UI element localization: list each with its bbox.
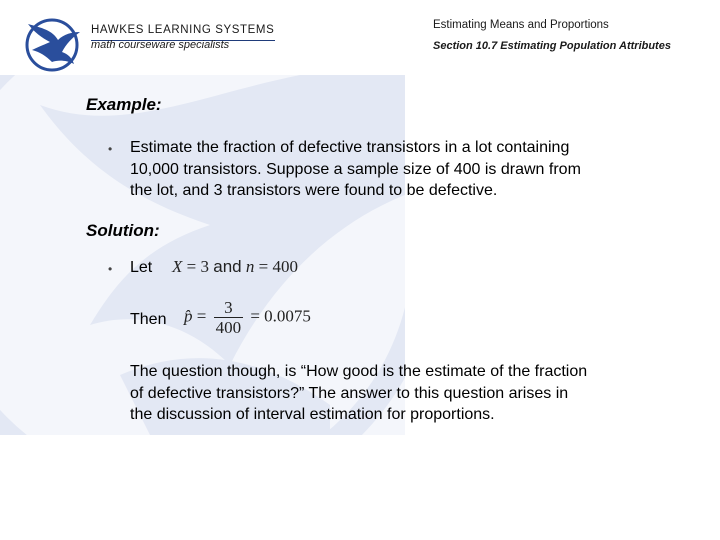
- and-word: and: [213, 257, 242, 276]
- equals-sign: =: [196, 306, 207, 326]
- let-equation: [172, 257, 298, 277]
- conclusion-line: The question though, is “How good is the estimate of the fraction: [130, 363, 588, 380]
- fraction-numerator: 3: [214, 298, 244, 318]
- example-line: the lot, and 3 transistors were found to be defective.: [130, 182, 498, 199]
- brand-name: HAWKES LEARNING SYSTEMS: [91, 24, 275, 36]
- eagle-icon: [22, 16, 82, 72]
- p-hat: p̂: [184, 306, 193, 326]
- example-heading: Example:: [86, 95, 162, 114]
- result-value: = 0.0075: [250, 306, 311, 326]
- let-label: Let: [130, 259, 153, 276]
- conclusion-text: [130, 361, 587, 426]
- conclusion-line: of defective transistors?” The answer to this question arises in: [130, 384, 569, 402]
- x-value: = 3: [186, 257, 209, 276]
- chapter-title: Estimating Means and Proportions: [433, 19, 609, 31]
- conclusion-line: the discussion of interval estimation for proportions.: [130, 406, 495, 423]
- x-variable: X: [172, 257, 183, 276]
- section-title: Section 10.7 Estimating Population Attributes: [433, 40, 671, 52]
- n-variable: n: [245, 257, 255, 276]
- solution-bullet: •: [108, 262, 113, 276]
- then-equation: [184, 298, 311, 337]
- fraction: [214, 298, 244, 337]
- example-bullet: •: [108, 142, 113, 156]
- example-text: [130, 137, 581, 202]
- then-label: Then: [130, 311, 167, 328]
- fraction-denominator: 400: [215, 318, 242, 337]
- example-line: 10,000 transistors. Suppose a sample size of 400 is drawn from: [130, 160, 581, 178]
- n-value: = 400: [258, 257, 298, 276]
- solution-heading: Solution:: [86, 221, 160, 240]
- header-band: [0, 0, 720, 75]
- brand-tagline: math courseware specialists: [91, 39, 230, 51]
- example-line: Estimate the fraction of defective transistors in a lot containing: [130, 139, 570, 156]
